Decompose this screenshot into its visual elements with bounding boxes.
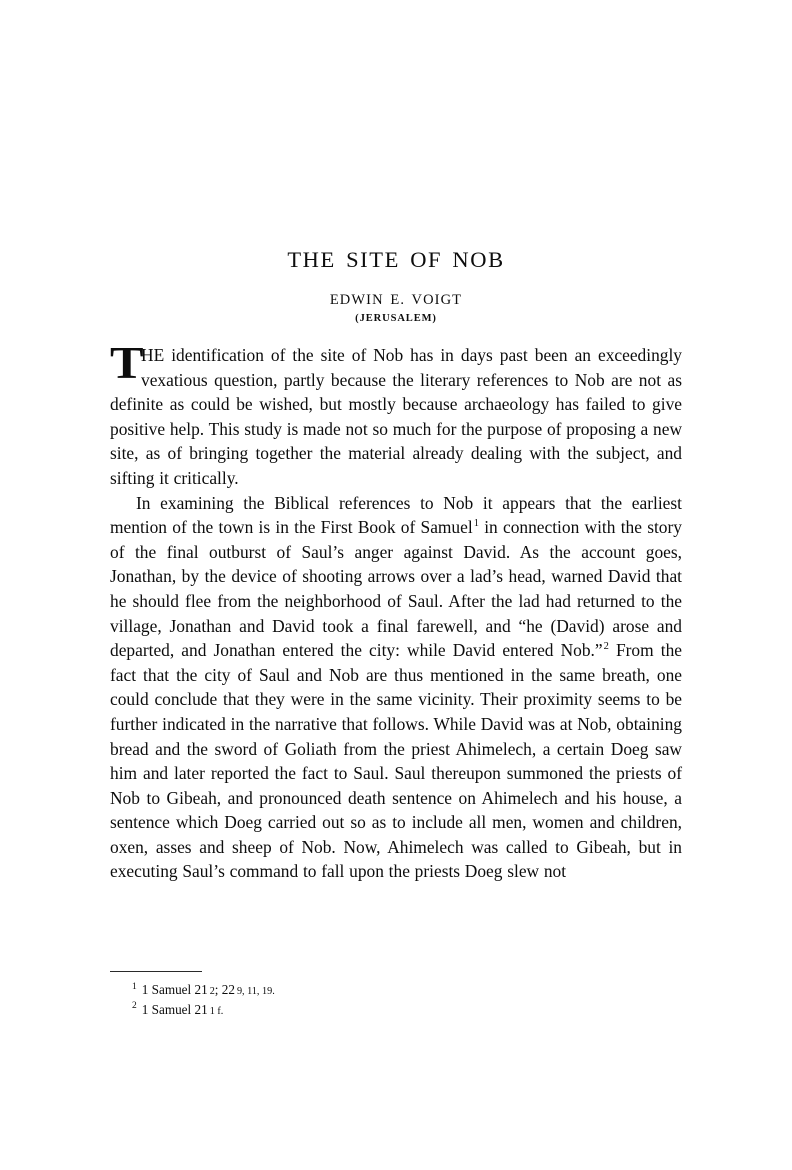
footnote-2	[132, 1001, 682, 1021]
footnote-1-marker: 1	[132, 981, 137, 992]
footnote-1-reference: 1 Samuel 21	[141, 982, 208, 997]
author-affiliation: (JERUSALEM)	[355, 312, 437, 324]
page-title: THE SITE OF NOB	[287, 247, 505, 272]
paragraph-1-lead: HE	[141, 345, 165, 365]
paragraph-1	[110, 338, 682, 491]
body-text-column	[110, 338, 682, 884]
footnote-marker-2[interactable]: 2	[603, 641, 609, 653]
footnote-1-continuation-verses: 9, 11, 19.	[236, 986, 275, 997]
footnote-marker-1[interactable]: 1	[473, 518, 479, 530]
paragraph-2-part-2: in connection with the story of the final outburst of Saul’s anger against David. As the account goes, Jonathan, by the device of shooting arrows over a lad’s head, warned David that he should flee from the neighborhood of Saul. After the lad had returned to the village, Jonathan and David took a final farewell, and “he (David) arose and departed, and Jonathan entered the city: while David entered Nob.”	[110, 517, 682, 661]
footnote-2-marker: 2	[132, 1001, 137, 1012]
paragraph-2-part-3: From the fact that the city of Saul and Nob are thus mentioned in the same breath, one could conclude that they were in the same vicinity. Their proximity seems to be further indicated in the narrative that follows. While David was at Nob, obtaining bread and the sword of Goliath from the priest Ahimelech, a certain Doeg saw him and later reported the fact to Saul. Saul thereupon summoned the priests of Nob to Gibeah, and pronounced death sentence on Ahimelech and his house, a sentence which Doeg carried out so as to include all men, women and children, oxen, asses and sheep of Nob. Now, Ahimelech was called to Gibeah, but in executing Saul’s command to fall upon the priests Doeg slew not	[110, 640, 682, 882]
footnote-1	[132, 981, 682, 1001]
paragraph-2	[110, 491, 682, 885]
footnote-2-verses: 1 f.	[209, 1005, 224, 1017]
footnote-1-verses: 2	[209, 986, 215, 997]
footnote-area	[110, 971, 682, 1020]
footnote-separator-rule	[110, 971, 202, 972]
footnote-2-reference: 1 Samuel 21	[141, 1001, 208, 1017]
paragraph-1-text: identification of the site of Nob has in days past been an exceedingly vexatious question, partly because the literary references to Nob are not as definite as could be wished, but mostly because archaeology has failed to give positive help. This study is made not so much for the purpose of proposing a new site, as of bringing together the material already dealing with the subject, and sifting it critically.	[110, 345, 682, 488]
drop-cap-letter: T	[110, 338, 144, 388]
paragraph-2-part-1: In examining the Biblical references to Nob it appears that the earliest mention of the town is in the First Book of Samuel	[110, 492, 682, 538]
title-block	[110, 248, 682, 324]
author-byline: EDWIN E. VOIGT	[329, 291, 463, 308]
footnote-1-continuation-reference: ; 22	[214, 982, 235, 997]
